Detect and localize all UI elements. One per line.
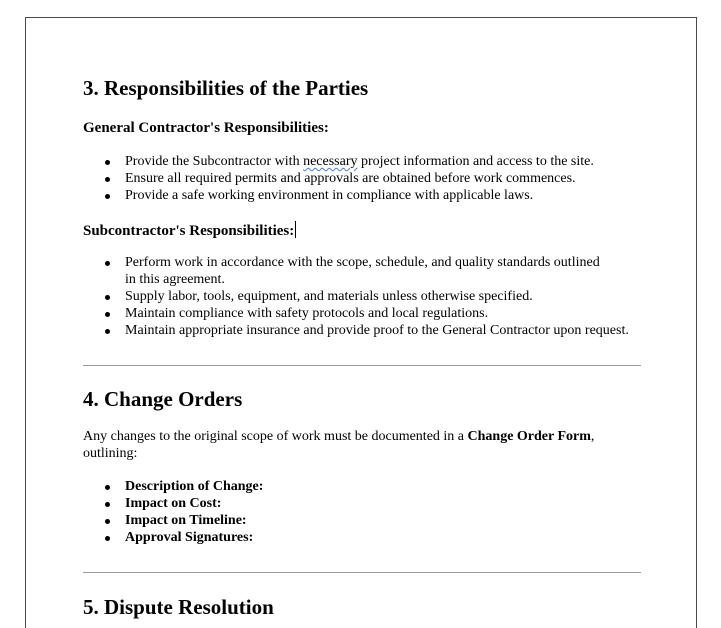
list-item: Supply labor, tools, equipment, and materials unless otherwise specified. — [83, 288, 643, 305]
sub-responsibilities-heading — [83, 221, 296, 239]
change-order-intro — [83, 428, 613, 462]
change-order-fields-list — [83, 478, 643, 546]
section-5-heading: 5. Dispute Resolution — [83, 595, 274, 619]
list-item: Approval Signatures: — [83, 529, 643, 546]
list-item: Ensure all required permits and approvals are obtained before work commences. — [83, 170, 643, 187]
text-cursor — [295, 221, 296, 238]
change-order-intro-tail: , outlining: — [83, 429, 595, 461]
list-item: Maintain compliance with safety protocols and local regulations. — [83, 305, 643, 322]
list-item: Perform work in accordance with the scope, schedule, and quality standards outlined in this agreement. — [83, 254, 643, 288]
section-divider — [83, 365, 641, 366]
list-item-text-after: project information and access to the site. — [357, 154, 594, 169]
change-order-form-term: Change Order Form — [467, 429, 591, 444]
list-item: Maintain appropriate insurance and provide proof to the General Contractor upon request. — [83, 322, 643, 339]
list-item — [83, 153, 643, 170]
list-item: Description of Change: — [83, 478, 643, 495]
sub-responsibilities-list — [83, 254, 643, 339]
list-item: Impact on Timeline: — [83, 512, 643, 529]
gc-responsibilities-list — [83, 153, 643, 204]
document-page[interactable] — [25, 17, 697, 628]
sub-responsibilities-heading-text: Subcontractor's Responsibilities: — [83, 223, 295, 239]
list-item: Provide a safe working environment in compliance with applicable laws. — [83, 187, 643, 204]
section-4-heading: 4. Change Orders — [83, 387, 243, 411]
section-divider — [83, 572, 641, 573]
section-3-heading: 3. Responsibilities of the Parties — [83, 76, 369, 100]
change-order-intro-text: Any changes to the original scope of work must be documented in a — [83, 429, 468, 444]
spellcheck-flagged-word[interactable]: necessary — [303, 154, 358, 169]
list-item-text-before: Provide the Subcontractor with — [125, 154, 304, 169]
gc-responsibilities-heading: General Contractor's Responsibilities: — [83, 120, 329, 136]
list-item: Impact on Cost: — [83, 495, 643, 512]
